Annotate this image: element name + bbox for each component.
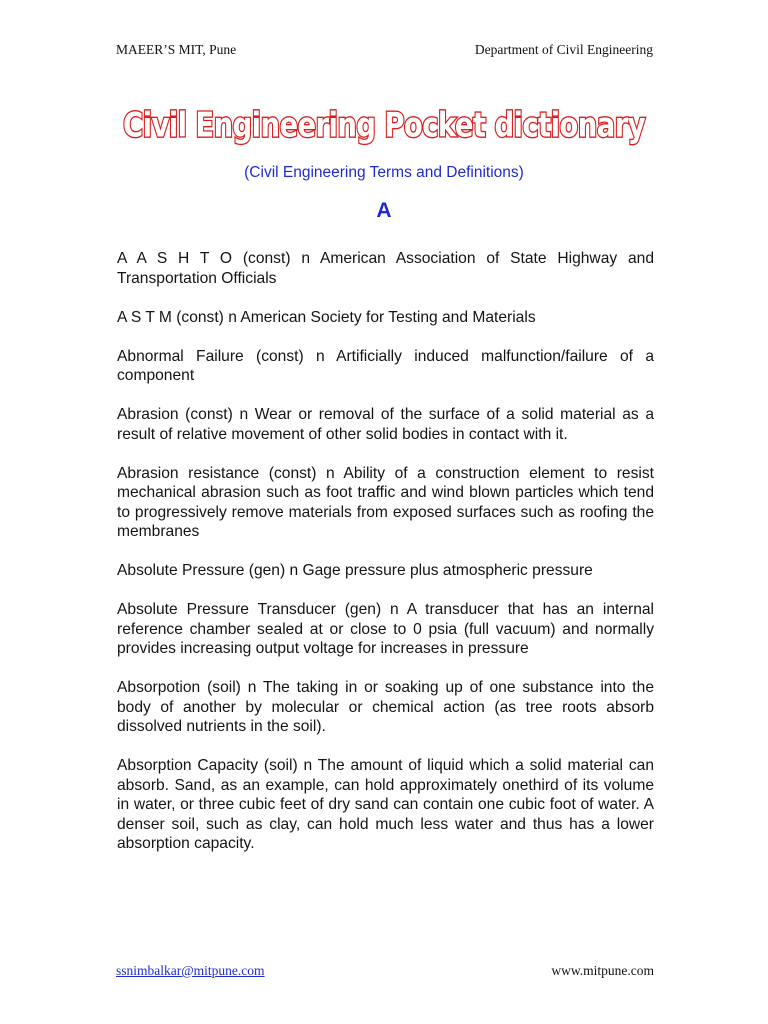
dictionary-entry: Abnormal Failure (const) n Artificially induced malfunction/failure of a component xyxy=(117,347,654,384)
header-institution: MAEER’S MIT, Pune xyxy=(116,42,237,57)
footer-website: www.mitpune.com xyxy=(551,963,654,978)
footer-email-link[interactable]: ssnimbalkar@mitpune.com xyxy=(116,963,265,978)
document-title: Civil Engineering Pocket dictionary xyxy=(123,106,645,146)
dictionary-entry: A S T M (const) n American Society for Testing and Materials xyxy=(117,308,536,326)
dictionary-entry: Abrasion resistance (const) n Ability of a construction element to resist mechanical abrasion such as foot traffic and wind blown particles which tend to progressively remove materials from exposed surfaces such as roofing the membranes xyxy=(117,464,654,540)
dictionary-entry: Absolute Pressure Transducer (gen) n A transducer that has an internal reference chamber sealed at or close to 0 psia (full vacuum) and normally provides increasing output voltage for increases in pressure xyxy=(117,601,654,657)
dictionary-entry: Absorpotion (soil) n The taking in or soaking up of one substance into the body of another by molecular or chemical action (as tree roots absorb dissolved nutrients in the soil). xyxy=(117,679,654,735)
dictionary-entry: Absorption Capacity (soil) n The amount of liquid which a solid material can absorb. Sand, as an example, can hold approximately onethird of its volume in water, or three cubic feet of dry sand can contain one cubic foot of water. A denser soil, such as clay, can hold much less water and thus has a lower absorption capacity. xyxy=(117,757,654,852)
header-department: Department of Civil Engineering xyxy=(474,42,653,57)
dictionary-entry: Abrasion (const) n Wear or removal of the surface of a solid material as a result of relative movement of other solid bodies in contact with it. xyxy=(117,406,654,443)
dictionary-entry: A A S H T O (const) n American Association of State Highway and Transportation Officials xyxy=(117,250,654,287)
dictionary-entries xyxy=(117,249,654,873)
dictionary-entry: Absolute Pressure (gen) n Gage pressure plus atmospheric pressure xyxy=(117,562,593,579)
document-subtitle: (Civil Engineering Terms and Definitions) xyxy=(244,164,524,181)
title-block xyxy=(0,106,768,146)
section-letter: A xyxy=(376,199,392,222)
